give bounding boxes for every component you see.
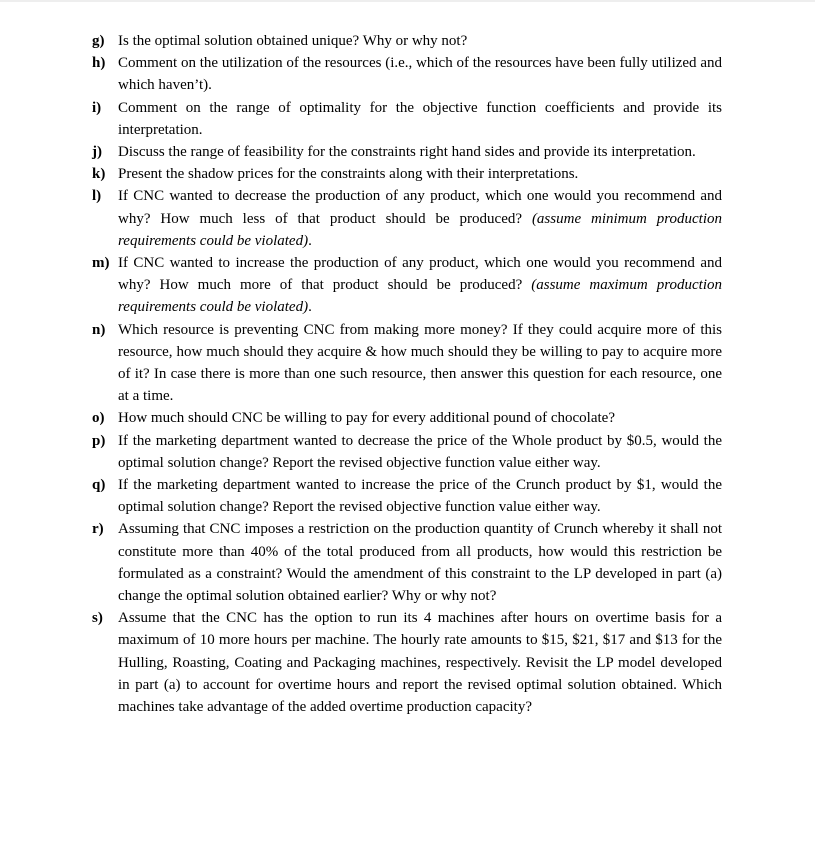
question-label: g) — [92, 33, 105, 49]
question-body: If CNC wanted to increase the production of any product, which one would you recommend and why? How much more of that product should be produced? — [118, 255, 722, 294]
question-label: s) — [92, 610, 103, 627]
question-note: (assume minimum production requirements could be violated) — [118, 210, 723, 249]
question-s — [92, 607, 722, 718]
question-text: Is the optimal solution obtained unique? Why or why not? — [118, 33, 468, 49]
question-text: If the marketing department wanted to increase the price of the Crunch product by $1, would the optimal solution change? Report the revised objective function value either way. — [118, 477, 722, 516]
question-label: l) — [92, 188, 102, 205]
question-text: Assume that the CNC has the option to run its 4 machines after hours on overtime basis for a maximum of 10 more hours per machine. The hourly rate amounts to $15, $21, $17 and $13 for the Hulling, Roasting, Coating and Packaging machines, respectively. Revisit the LP model developed in part (a) to account for overtime hours and report the revised optimal solution obtained. Which machines take advantage of the added overtime production capacity? — [118, 610, 722, 716]
question-note: (assume maximum production requirements could be violated) — [118, 277, 722, 316]
question-label: j) — [92, 144, 102, 161]
question-label: r) — [92, 521, 104, 538]
question-label: i) — [92, 99, 102, 116]
question-text — [118, 185, 722, 252]
question-text: Comment on the range of optimality for the objective function coefficients and provide its interpretation. — [118, 99, 722, 138]
question-label: h) — [92, 55, 106, 72]
question-text: Present the shadow prices for the constraints along with their interpretations. — [118, 166, 579, 183]
question-end: . — [308, 299, 312, 316]
question-l — [92, 185, 722, 252]
question-j — [92, 141, 722, 163]
question-h — [92, 52, 722, 96]
question-label: o) — [92, 410, 105, 427]
question-list — [92, 30, 722, 718]
question-text: If the marketing department wanted to decrease the price of the Whole product by $0.5, would the optimal solution change? Report the revised objective function value either way. — [118, 432, 722, 471]
question-label: k) — [92, 166, 106, 183]
question-o — [92, 407, 722, 429]
question-label: n) — [92, 321, 106, 338]
question-label: p) — [92, 432, 106, 449]
question-r — [92, 518, 722, 607]
question-label: m) — [92, 255, 110, 272]
question-text — [118, 252, 722, 319]
question-label: q) — [92, 477, 106, 494]
question-text: Which resource is preventing CNC from making more money? If they could acquire more of this resource, how much should they acquire & how much should they be willing to pay to acquire more of it? In case there is more than one such resource, then answer this question for each resource, one at a time. — [118, 321, 722, 405]
question-body: If CNC wanted to decrease the production of any product, which one would you recommend and why? How much less of that product should be produced? — [118, 188, 722, 227]
question-text: Assuming that CNC imposes a restriction on the production quantity of Crunch whereby it shall not constitute more than 40% of the total produced from all products, how would this restriction be formulated as a constraint? Would the amendment of this constraint to the LP developed in part (a) change the optimal solution obtained earlier? Why or why not? — [118, 521, 722, 605]
question-g — [92, 30, 722, 52]
question-n — [92, 319, 722, 408]
question-i — [92, 97, 722, 141]
question-p — [92, 430, 722, 474]
question-end: . — [308, 232, 312, 249]
question-text: Discuss the range of feasibility for the constraints right hand sides and provide its interpretation. — [118, 144, 696, 161]
question-q — [92, 474, 722, 518]
question-m — [92, 252, 722, 319]
question-text: How much should CNC be willing to pay for every additional pound of chocolate? — [118, 410, 615, 427]
page-top-edge — [0, 0, 815, 2]
question-text: Comment on the utilization of the resources (i.e., which of the resources have been fully utilized and which haven’t). — [118, 55, 722, 94]
question-k — [92, 163, 722, 185]
